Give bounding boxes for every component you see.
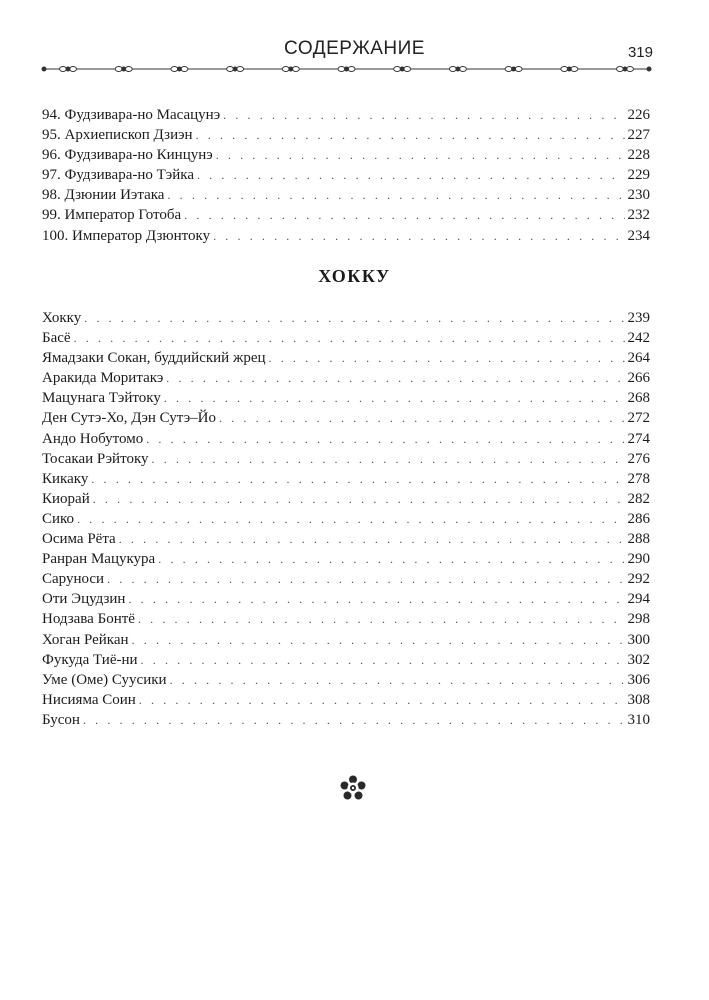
dot-leader	[196, 125, 625, 145]
toc-entry-title: 98. Дзюнии Иэтака	[42, 187, 165, 204]
dot-leader	[141, 650, 625, 670]
section-heading: ХОККУ	[318, 266, 391, 286]
toc-entry-page: 282	[627, 490, 650, 507]
dot-leader	[223, 105, 624, 125]
toc-entry-page: 274	[627, 430, 650, 447]
toc-entry	[42, 165, 650, 185]
toc-entry-title: Хокку	[42, 310, 82, 326]
toc-entry-page: 239	[627, 310, 650, 326]
toc-entry-page: 227	[627, 127, 650, 144]
toc-entry	[42, 449, 650, 469]
toc-entry-title: Андо Нобутомо	[42, 430, 144, 447]
toc-entry-title: Нодзава Бонтё	[42, 611, 135, 628]
toc-entry-title: Оти Эцудзин	[42, 591, 126, 608]
toc-entry-title: Ден Сутэ-Хо, Дэн Сутэ–Йо	[42, 410, 217, 427]
dot-leader	[84, 308, 624, 328]
toc-entry-title: Хоган Рейкан	[42, 631, 129, 648]
toc-entry-page: 234	[627, 227, 650, 244]
rule-motif	[617, 67, 634, 72]
toc-entry-page: 266	[627, 370, 650, 387]
toc-entry	[42, 205, 650, 225]
toc-entry	[42, 650, 650, 670]
dot-leader	[170, 670, 625, 690]
toc-entry	[42, 549, 650, 569]
toc-entry-page: 229	[627, 167, 650, 184]
toc-entry	[42, 710, 650, 730]
dot-leader	[164, 388, 625, 408]
toc-entry-page: 272	[627, 410, 650, 427]
toc-entry	[42, 125, 650, 145]
toc-entry-page: 264	[627, 350, 650, 367]
toc-entry	[42, 670, 650, 690]
toc-entry	[42, 226, 650, 246]
toc-entry-page: 226	[627, 107, 650, 123]
toc-entry	[42, 509, 650, 529]
toc-entry	[42, 489, 650, 509]
dot-leader	[91, 469, 624, 489]
toc-entry-page: 306	[627, 671, 650, 688]
toc-entry-title: Басё	[42, 330, 71, 347]
rule-motif	[171, 67, 188, 72]
toc-entry	[42, 105, 650, 125]
toc-entry	[42, 529, 650, 549]
dot-leader	[74, 328, 625, 348]
toc-entry-title: Фукуда Тиё-ни	[42, 651, 138, 668]
toc-entry	[42, 408, 650, 428]
toc-entry-page: 232	[627, 207, 650, 224]
dot-leader	[219, 408, 624, 428]
dot-leader	[166, 368, 624, 388]
toc-entry-page: 278	[627, 470, 650, 487]
toc-entry-page: 242	[627, 330, 650, 347]
dot-leader	[213, 226, 624, 246]
toc-entry-title: Ранран Мацукура	[42, 551, 156, 568]
toc-entry	[42, 469, 650, 489]
toc-entry	[42, 429, 650, 449]
toc-entry-page: 310	[627, 711, 650, 728]
toc-entry-page: 228	[627, 147, 650, 164]
dot-leader	[152, 449, 625, 469]
dot-leader	[93, 489, 625, 509]
toc-entry	[42, 145, 650, 165]
toc-entry-title: Ямадзаки Сокан, буддийский жрец	[42, 350, 266, 367]
dot-leader	[158, 549, 624, 569]
toc-entry	[42, 388, 650, 408]
dot-leader	[167, 185, 624, 205]
dot-leader	[197, 165, 625, 185]
dot-leader	[132, 630, 625, 650]
toc-entry	[42, 690, 650, 710]
toc-entry-page: 290	[627, 551, 650, 568]
toc-entry	[42, 185, 650, 205]
toc-list-haiku	[42, 308, 650, 730]
toc-entry-page: 292	[627, 571, 650, 588]
toc-entry-page: 302	[627, 651, 650, 668]
toc-entry-page: 288	[627, 531, 650, 548]
dot-leader	[146, 429, 624, 449]
toc-entry	[42, 328, 650, 348]
toc-entry	[42, 308, 650, 328]
rule-motif	[561, 67, 578, 72]
toc-entry-title: Нисияма Соин	[42, 691, 136, 708]
ornamental-rule	[40, 62, 653, 76]
dot-leader	[119, 529, 625, 549]
dot-leader	[83, 710, 625, 730]
dot-leader	[138, 609, 625, 629]
toc-entry-title: Сико	[42, 510, 75, 527]
toc-entry	[42, 569, 650, 589]
toc-list-top	[42, 105, 650, 246]
toc-entry	[42, 589, 650, 609]
toc-entry-page: 300	[627, 631, 650, 648]
toc-entry-page: 294	[627, 591, 650, 608]
page-number: 319	[627, 44, 653, 61]
rule-motif	[505, 67, 522, 72]
toc-entry	[42, 630, 650, 650]
toc-entry-title: Кикаку	[42, 470, 89, 487]
rule-motif	[227, 67, 244, 72]
running-header-title: СОДЕРЖАНИЕ	[284, 38, 425, 59]
toc-entry-title: Киорай	[42, 490, 90, 507]
dot-leader	[269, 348, 625, 368]
dot-leader	[184, 205, 624, 225]
toc-entry-title: Тосакаи Рэйтоку	[42, 450, 149, 467]
rule-motif	[282, 67, 299, 72]
toc-entry-title: 99. Император Готоба	[42, 207, 182, 224]
rule-motif	[394, 67, 411, 72]
rule-motif	[60, 67, 77, 72]
rule-motif	[449, 67, 466, 72]
toc-entry-page: 298	[627, 611, 650, 628]
toc-entry-title: 94. Фудзивара-но Масацунэ	[42, 107, 221, 123]
rule-motif	[338, 67, 355, 72]
toc-entry-page: 276	[627, 450, 650, 467]
toc-entry-page: 230	[627, 187, 650, 204]
toc-entry-title: Осима Рёта	[42, 531, 116, 548]
toc-entry-title: 97. Фудзивара-но Тэйка	[42, 167, 194, 184]
dot-leader	[128, 589, 624, 609]
toc-entry-title: 100. Император Дзюнтоку	[42, 227, 211, 244]
rule-motif	[115, 67, 132, 72]
toc-entry-page: 308	[627, 691, 650, 708]
dot-leader	[77, 509, 624, 529]
toc-entry	[42, 609, 650, 629]
toc-entry-page: 286	[627, 510, 650, 527]
toc-entry	[42, 348, 650, 368]
flower-ornament-icon	[340, 775, 366, 801]
toc-entry-title: 95. Архиепископ Дзиэн	[42, 127, 193, 144]
toc-entry-title: Бусон	[42, 711, 80, 728]
dot-leader	[139, 690, 625, 710]
dot-leader	[216, 145, 625, 165]
toc-entry-title: Аракида Моритакэ	[42, 370, 164, 387]
toc-entry-title: Мацунага Тэйтоку	[42, 390, 161, 407]
toc-entry-title: Саруноси	[42, 571, 105, 588]
dot-leader	[107, 569, 624, 589]
toc-entry	[42, 368, 650, 388]
toc-entry-page: 268	[627, 390, 650, 407]
toc-entry-title: 96. Фудзивара-но Кинцунэ	[42, 147, 213, 164]
toc-entry-title: Уме (Оме) Суусики	[42, 671, 167, 688]
